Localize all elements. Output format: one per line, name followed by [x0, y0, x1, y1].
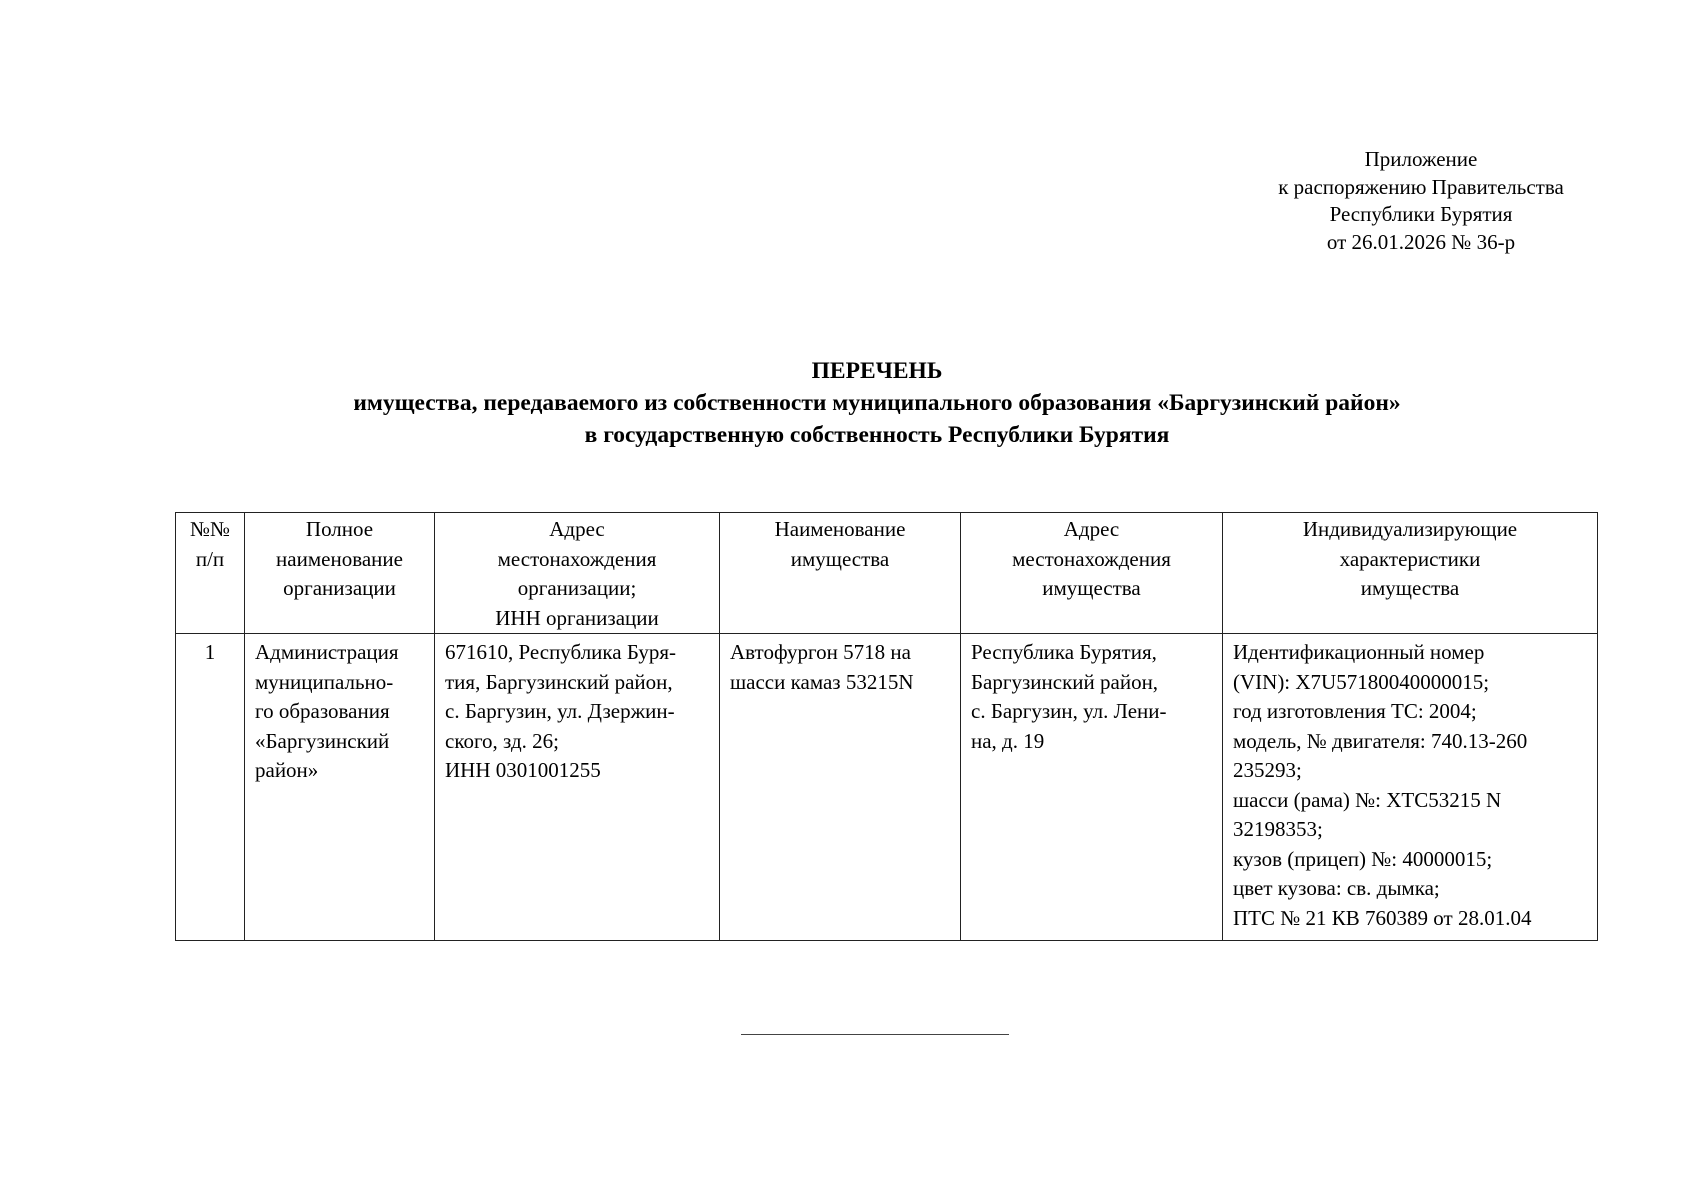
cell-property-address: Республика Бурятия, Баргузинский район, с. Баргузин, ул. Лени- на, д. 19 [961, 634, 1223, 941]
cell-number: 1 [176, 634, 245, 941]
header-property-address: Адрес местонахождения имущества [961, 513, 1223, 634]
document-subtitle-line: имущества, передаваемого из собственности муниципального образования «Баргузинский район» [353, 390, 1401, 416]
cell-org-name: Администрация муниципально- го образования «Баргузинский район» [245, 634, 435, 941]
header-characteristics: Индивидуализирующие характеристики имущества [1223, 513, 1598, 634]
table-row [176, 634, 1598, 941]
header-number: №№ п/п [176, 513, 245, 634]
appendix-block [1230, 146, 1612, 256]
document-heading [0, 355, 1698, 451]
header-org-name: Полное наименование организации [245, 513, 435, 634]
document-title: ПЕРЕЧЕНЬ [811, 358, 943, 384]
appendix-line: Приложение [1364, 147, 1478, 171]
cell-characteristics: Идентификационный номер (VIN): X7U57180040000015; год изготовления ТС: 2004; модель, № двигателя: 740.13-260 235293; шасси (рама) №: XTC53215 N 32198353; кузов (прицеп) №: 40000015; цвет кузова: св. дымка; ПТС № 21 КВ 760389 от 28.01.04 [1223, 634, 1598, 941]
cell-org-address: 671610, Республика Буря- тия, Баргузинский район, с. Баргузин, ул. Дзержин- ского, зд. 26; ИНН 0301001255 [435, 634, 720, 941]
header-org-address: Адрес местонахождения организации; ИНН организации [435, 513, 720, 634]
cell-property-name: Автофургон 5718 на шасси камаз 53215N [720, 634, 961, 941]
table-header-row [176, 513, 1598, 634]
property-table [175, 512, 1598, 941]
header-property-name: Наименование имущества [720, 513, 961, 634]
appendix-line: Республики Бурятия [1329, 202, 1513, 226]
appendix-line: от 26.01.2026 № 36-р [1326, 229, 1516, 254]
closing-rule [741, 1034, 1009, 1035]
document-subtitle-line: в государственную собственность Республики Бурятия [584, 422, 1170, 448]
appendix-line: к распоряжению Правительства [1278, 174, 1564, 199]
